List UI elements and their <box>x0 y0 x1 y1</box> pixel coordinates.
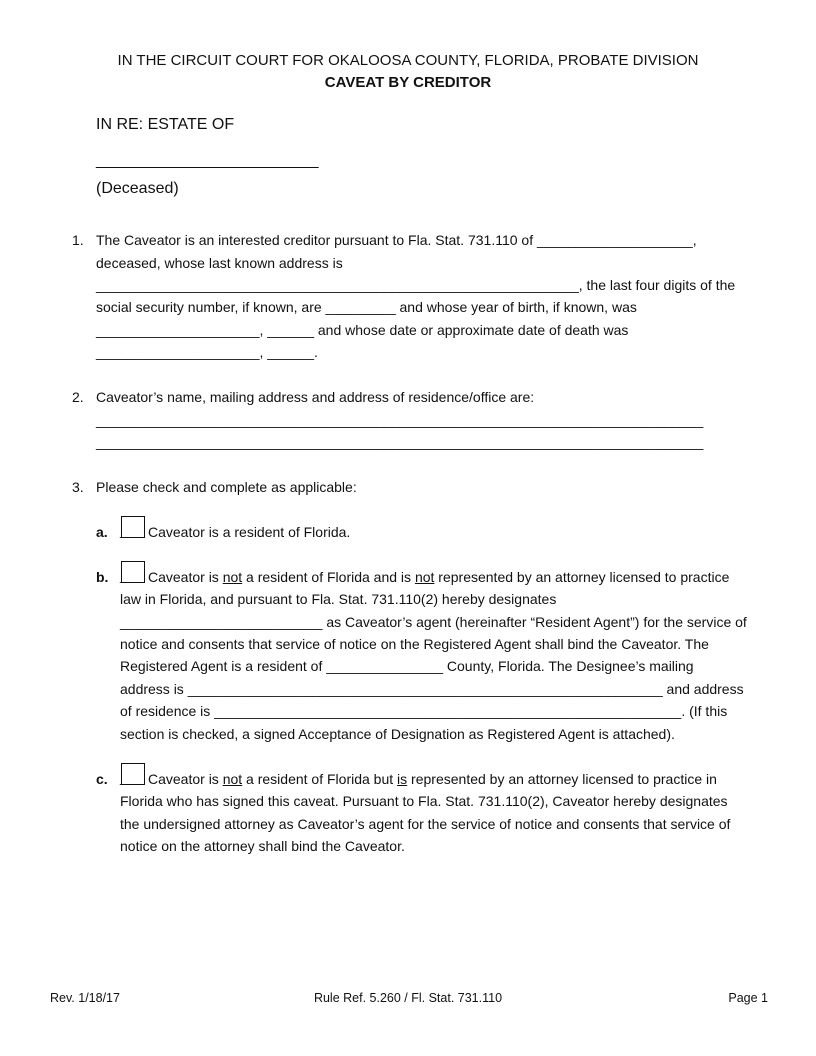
section-2-blank-2[interactable]: ______________________________________________________________________________ <box>96 434 704 450</box>
estate-name-blank[interactable]: _________________________ <box>96 152 319 169</box>
option-c-line-3: the undersigned attorney as Caveator’s agent for the service of notice and consents that service of <box>120 816 731 832</box>
option-b-line-2: law in Florida, and pursuant to Fla. Stat. 731.110(2) hereby designates <box>120 591 557 607</box>
section-1-number: 1. <box>72 232 84 248</box>
option-b-line-5: Registered Agent is a resident of _______________ County, Florida. The Designee’s mailing <box>120 658 694 674</box>
section-2-number: 2. <box>72 389 84 405</box>
section-1-line-5: _____________________, ______ and whose date or approximate date of death was <box>96 322 629 338</box>
option-c-mark: ___ <box>120 769 144 785</box>
option-b-line-8: section is checked, a signed Acceptance of Designation as Registered Agent is attached). <box>120 726 675 742</box>
section-1-line-3: ______________________________________________________________, the last four digits of the <box>96 277 736 293</box>
section-1-line-6: _____________________, ______. <box>96 344 318 360</box>
section-3-number: 3. <box>72 479 84 495</box>
option-b-line-4: notice and consents that service of notice on the Registered Agent shall bind the Caveator. The <box>120 636 709 652</box>
option-c-letter: c. <box>96 771 108 787</box>
option-b-line-1: Caveator is not a resident of Florida and is not represented by an attorney licensed to practice <box>148 569 730 585</box>
option-c-line-1: Caveator is not a resident of Florida but is represented by an attorney licensed to practice in <box>148 771 717 787</box>
option-b-line-7: of residence is ____________________________________________________________. (If this <box>120 703 728 719</box>
option-a-letter: a. <box>96 524 108 540</box>
option-b-line-6: address is _____________________________________________________________ and address <box>120 681 744 697</box>
in-re-label: IN RE: ESTATE OF <box>96 116 235 133</box>
section-3-intro: Please check and complete as applicable: <box>96 479 357 495</box>
option-a-text: Caveator is a resident of Florida. <box>148 524 351 540</box>
option-b-mark: ___ <box>120 567 144 583</box>
section-1-line-1: The Caveator is an interested creditor pursuant to Fla. Stat. 731.110 of ____________________, <box>96 232 697 248</box>
section-1-line-2: deceased, whose last known address is <box>96 255 343 271</box>
court-heading: IN THE CIRCUIT COURT FOR OKALOOSA COUNTY, FLORIDA, PROBATE DIVISION <box>117 52 699 69</box>
option-c-line-2: Florida who has signed this caveat. Pursuant to Fla. Stat. 731.110(2), Caveator hereby designates <box>120 793 728 809</box>
page-number: Page 1 <box>728 991 768 1005</box>
section-2-blank-1[interactable]: ______________________________________________________________________________ <box>96 412 704 428</box>
option-b-line-3: __________________________ as Caveator’s agent (hereinafter “Resident Agent”) for the service of <box>120 614 747 630</box>
section-1-line-4: social security number, if known, are _________ and whose year of birth, if known, was <box>96 299 637 315</box>
document-title: CAVEAT BY CREDITOR <box>324 74 492 91</box>
option-c-line-4: notice on the attorney shall bind the Caveator. <box>120 838 405 854</box>
rule-reference: Rule Ref. 5.260 / Fl. Stat. 731.110 <box>313 991 503 1005</box>
option-b-letter: b. <box>96 569 109 585</box>
option-a-mark: ___ <box>120 522 144 538</box>
section-2-line-1: Caveator’s name, mailing address and address of residence/office are: <box>96 389 535 405</box>
revision-date: Rev. 1/18/17 <box>50 991 120 1005</box>
deceased-label: (Deceased) <box>96 180 179 197</box>
